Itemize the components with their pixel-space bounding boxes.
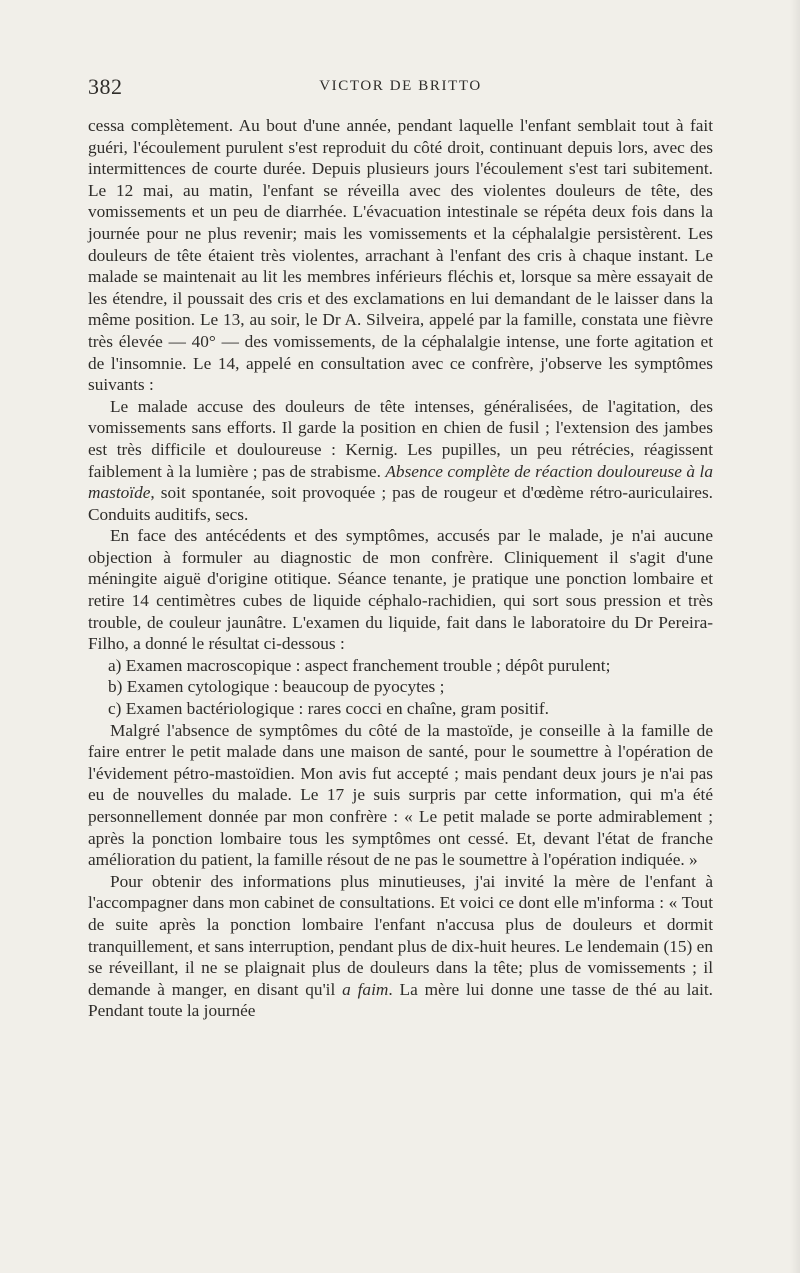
text-run: Pour obtenir des informations plus minutieuses, j'ai invité la mère de l'enfant à l'accompagner dans mon cabinet de consultations. Et voici ce dont elle m'informa : « Tout de suite après la ponction lombaire l'enfant n'accusa plus de douleurs et dormit tranquillement, et sans interruption, pendant plus de dix-huit heures. Le lendemain (15) en se réveillant, il ne se plaignait plus de douleurs dans la tête; plus de vomissements ; il demande à manger, en disant qu'il (88, 871, 713, 999)
running-head: VICTOR DE BRITTO (319, 78, 482, 94)
text-run: . La mère lui donne une tasse de thé au lait. Pendant toute la journée (88, 979, 714, 1021)
text-run: , soit spontanée, soit provoquée ; pas de rougeur et d'œdème rétro-auriculaires. Conduits auditifs, secs. (88, 483, 713, 524)
list-item: a) Examen macroscopique : aspect franchement trouble ; dépôt purulent; (108, 655, 611, 675)
page-number: 382 (88, 74, 123, 99)
paragraph (88, 396, 713, 526)
italic-text: a faim (342, 979, 389, 999)
list-item: c) Examen bactériologique : rares cocci en chaîne, gram positif. (108, 699, 549, 719)
body-text (88, 115, 713, 1022)
page-header (88, 74, 713, 102)
page-edge-shadow (790, 0, 800, 1273)
paragraph (88, 871, 713, 1022)
text-run: Le malade accuse des douleurs de tête intenses, généralisées, de l'agitation, des vomissements sans efforts. Il garde la position en chien de fusil ; l'extension des jambes est très difficile et douloureuse : Kernig. Les pupilles, un peu rétrécies, réagissent faiblement à la lumière ; pas de strabisme. (88, 396, 713, 481)
paragraph: En face des antécédents et des symptômes, accusés par le malade, je n'ai aucune objection à formuler au diagnostic de mon confrère. Cliniquement il s'agit d'une méningite aiguë d'origine otitique. Séance tenante, je pratique une ponction lombaire et retire 14 centimètres cubes de liquide céphalo-rachidien, qui sort sous pression et très trouble, de couleur jaunâtre. L'examen du liquide, fait dans le laboratoire du Dr Pereira-Filho, a donné le résultat ci-dessous : (88, 526, 713, 654)
list-item: b) Examen cytologique : beaucoup de pyocytes ; (108, 677, 445, 697)
paragraph: Malgré l'absence de symptômes du côté de la mastoïde, je conseille à la famille de faire entrer le petit malade dans une maison de santé, pour le soumettre à l'opération de l'évidement pétro-mastoïdien. Mon avis fut accepté ; mais pendant deux jours je n'ai pas eu de nouvelles du malade. Le 17 je suis surpris par cette information, qui m'a été personnellement donnée par mon confrère : « Le petit malade se porte admirablement ; après la ponction lombaire tous les symptômes ont cessé. Et, devant l'état de franche amélioration du patient, la famille résout de ne pas le soumettre à l'opération indiquée. » (88, 720, 713, 870)
italic-text: Absence complète de réaction douloureuse à la mastoïde (88, 461, 713, 503)
paragraph: cessa complètement. Au bout d'une année, pendant laquelle l'enfant semblait tout à fait guéri, l'écoulement purulent s'est reproduit du côté droit, continuant depuis lors, avec des intermittences de courte durée. Depuis plusieurs jours l'écoulement s'est tari subitement. Le 12 mai, au matin, l'enfant se réveilla avec des violentes douleurs de tête, des vomissements et un peu de diarrhée. L'évacuation intestinale se répéta deux fois dans la journée pour ne plus revenir; mais les vomissements et la céphalalgie persistèrent. Les douleurs de tête étaient très violentes, arrachant à l'enfant des cris à chaque instant. Le malade se maintenait au lit les membres inférieurs fléchis et, lorsque sa mère essayait de les étendre, il poussait des cris et des exclamations en lui demandant de le laisser dans la même position. Le 13, au soir, le Dr A. Silveira, appelé par la famille, constata une fièvre très élevée — 40° — des vomissements, de la céphalalgie intense, une forte agitation et de l'insomnie. Le 14, appelé en consultation avec ce confrère, j'observe les symptômes suivants : (88, 116, 713, 395)
